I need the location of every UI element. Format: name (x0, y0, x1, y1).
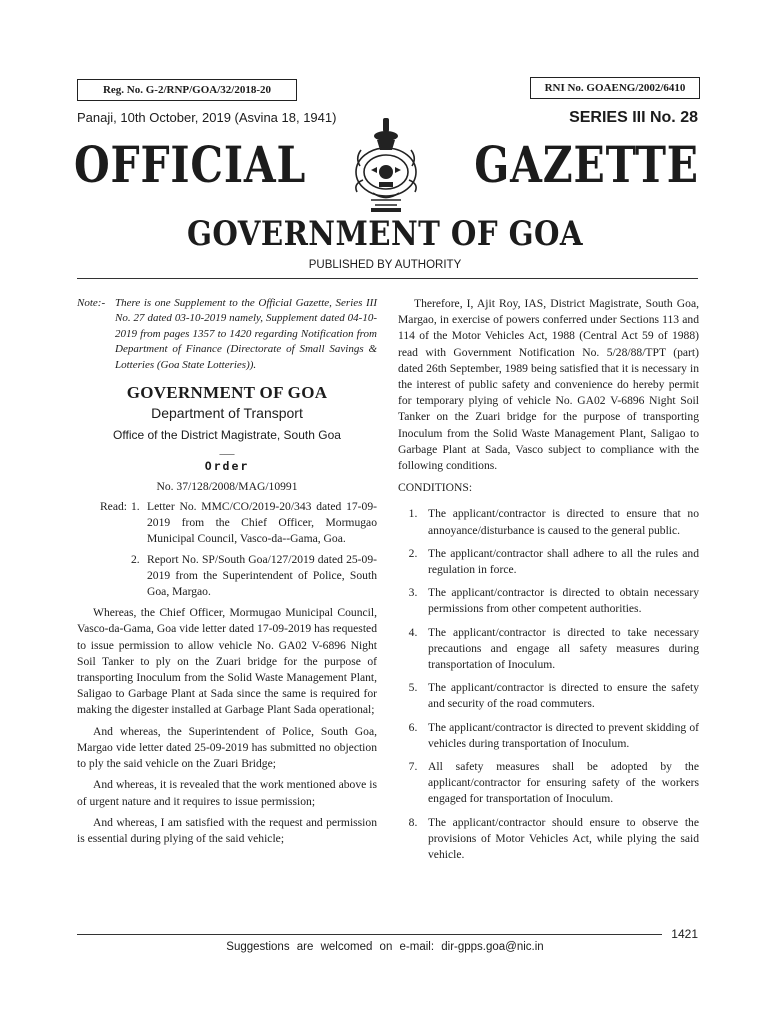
registration-number-box (77, 79, 297, 101)
right-column (398, 296, 699, 863)
condition-item: 8. The applicant/contractor should ensure to observe the provisions of Motor Vehicles Act, while plying the said vehicle. (408, 815, 699, 862)
body-paragraph: And whereas, the Superintendent of Police, South Goa, Margao vide letter dated 25-09-2019 has submitted no objection to ply the said vehicle on the Zuari Bridge; (77, 724, 377, 771)
department-heading: Department of Transport (151, 405, 303, 422)
condition-item: 7. All safety measures shall be adopted by the applicant/contractor for ensuring safety of the workers engaged for transportation of Inoculum. (408, 760, 699, 806)
government-heading: GOVERNMENT OF GOA (186, 214, 584, 254)
order-number: No. 37/128/2008/MAG/10991 (156, 479, 298, 493)
footer-suggestions: Suggestions are welcomed on e-mail: dir-gpps.goa@nic.in (226, 941, 544, 953)
order-intro-paragraph: Therefore, I, Ajit Roy, IAS, District Magistrate, South Goa, Margao, in exercise of powers conferred under Sections 113 and 114 of the Motor Vehicles Act, 1988 (Central Act 59 of 1988) read with Government Notification No. 5/28/88/TPT (part) dated 26th September, 1989 being satisfied that it is necessary in the interest of public safety and convenience do hereby permit for temporary plying of vehicle No. GA02 V-6896 Night Soil Tanker on the Zuari bridge for the purpose of transporting Inoculum from the Solid Waste Management Plant, Saligao to Garbage Plant at Sada, Vasco subject to compliance with the following conditions. (398, 297, 699, 473)
body-paragraph: And whereas, I am satisfied with the request and permission is essential during plying of the said vehicle; (77, 815, 377, 845)
page-number: 1421 (671, 927, 698, 941)
issue-date: Panaji, 10th October, 2019 (Asvina 18, 1941) (77, 110, 337, 125)
conditions-list (398, 506, 699, 863)
series-number: SERIES III No. 28 (569, 109, 698, 126)
read-item-text: Letter No. MMC/CO/2019-20/343 dated 17-09-2019 from the Chief Officer, Mormugao Municipal Council, Vasco-da--Gama, Goa. (147, 500, 377, 546)
supplement-note (77, 296, 377, 373)
conditions-heading: CONDITIONS: (398, 481, 473, 495)
read-item-text: Report No. SP/South Goa/127/2019 dated 25-09-2019 from the Superintendent of Police, South Goa, Margao. (147, 552, 377, 599)
state-emblem-icon (341, 110, 431, 214)
read-item (77, 552, 377, 601)
top-divider (77, 278, 698, 279)
gazette-title-official: OFFICIAL (74, 135, 307, 194)
left-column (77, 296, 377, 847)
condition-item: 1. The applicant/contractor is directed to ensure that no annoyance/disturbance is caused to the general public. (408, 507, 699, 537)
rni-number: RNI No. GOAENG/2002/6410 (544, 82, 686, 94)
separator: ___ (219, 444, 235, 456)
condition-item: 4. The applicant/contractor is directed to take necessary precautions and engage all safety measures during transportation of Inoculum. (408, 625, 699, 672)
body-paragraph: Whereas, the Chief Officer, Mormugao Municipal Council, Vasco-da-Gama, Goa vide letter dated 17-09-2019 has requested to issue permission to allow vehicle No. GA02 V-6896 Night Soil Tanker to ply on the Zuari bridge for the purpose of transporting Inoculum from the Solid Waste Management Plant, Saligao to Garbage Plant at Sada since the same is required for making the digester installed at Garbage Plant Sada operational; (77, 606, 377, 717)
read-item-number: 1. (131, 500, 140, 514)
gazette-title-gazette: GAZETTE (474, 135, 699, 194)
section-government-heading: GOVERNMENT OF GOA (126, 383, 328, 403)
registration-number: Reg. No. G-2/RNP/GOA/32/2018-20 (102, 84, 272, 96)
office-heading: Office of the District Magistrate, South Goa (113, 428, 341, 443)
read-label: Read: (99, 500, 127, 514)
condition-item: 2. The applicant/contractor shall adhere to all the rules and regulation in force. (408, 546, 699, 577)
published-by-authority: PUBLISHED BY AUTHORITY (308, 259, 462, 271)
read-item-number: 2. (131, 552, 140, 566)
rni-number-box (530, 77, 700, 99)
condition-item: 6. The applicant/contractor is directed to prevent skidding of vehicles during transportation of Inoculum. (408, 720, 699, 750)
note-label: Note:- (77, 297, 106, 309)
condition-item: 3. The applicant/contractor is directed to obtain necessary permissions from other competent authorities. (408, 586, 699, 616)
condition-item: 5. The applicant/contractor is directed to ensure the safety and security of the road commuters. (408, 681, 699, 711)
body-paragraph: And whereas, it is revealed that the work mentioned above is of urgent nature and it requires to issue permission; (77, 778, 377, 808)
bottom-divider (77, 934, 662, 935)
note-text: There is one Supplement to the Official Gazette, Series III No. 27 dated 03-10-2019 namely, Supplement dated 04-10-2019 from pages 1357 to 1420 regarding Notification from Department of Finance (Directorate of Small Savings & Lotteries (Goa State Lotteries)). (115, 297, 377, 371)
read-item (77, 499, 377, 548)
order-heading: Order (204, 458, 250, 473)
